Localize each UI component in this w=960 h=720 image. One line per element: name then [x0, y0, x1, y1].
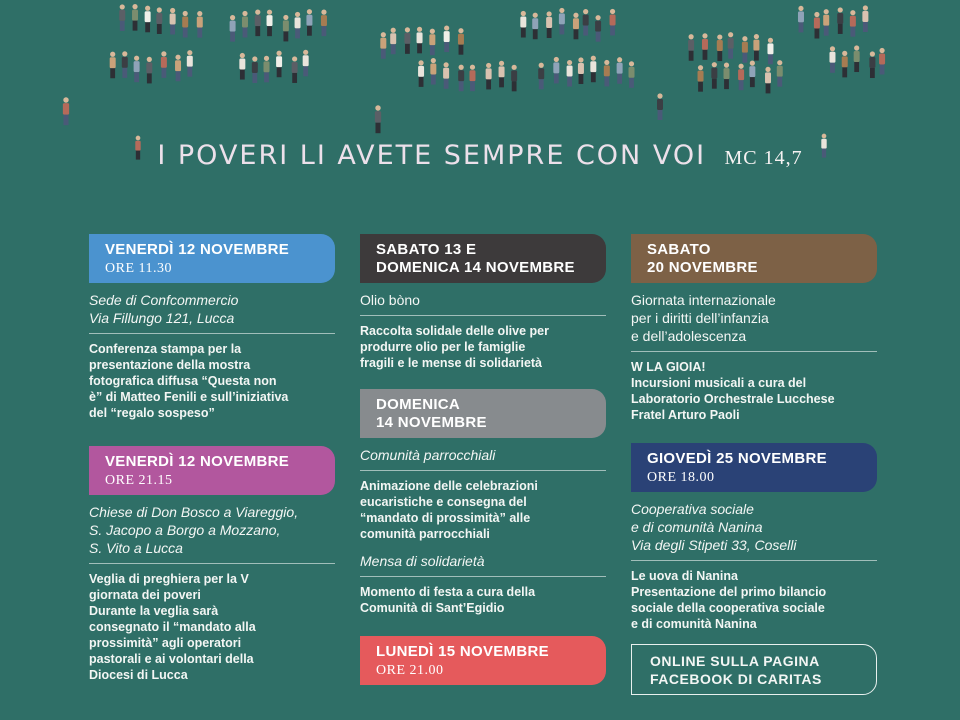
crowd-person	[869, 51, 875, 78]
event-description: Raccolta solidale delle olive per produrre olio per le famiglie fragili e le mense di solidarietà	[360, 324, 549, 370]
crowd-person	[63, 97, 69, 125]
crowd-person	[578, 57, 584, 84]
event-place: Comunità parrocchiali	[360, 438, 606, 471]
event-place: Chiese di Don Bosco a Viareggio, S. Jacopo a Borgo a Mozzano, S. Vito a Lucca	[89, 495, 335, 564]
event-place: Olio bòno	[360, 283, 606, 316]
column-2	[360, 234, 606, 685]
event-date: GIOVEDÌ 25 NOVEMBRE	[647, 450, 827, 467]
crowd-person	[657, 93, 663, 120]
crowd-person	[590, 56, 596, 83]
crowd-person	[110, 52, 116, 79]
event-description: Le uova di Nanina Presentazione del primo bilancio sociale della cooperativa sociale e di comunità Nanina	[631, 569, 827, 631]
crowd-person	[230, 15, 236, 42]
crowd-person	[306, 9, 312, 36]
crowd-person	[728, 32, 734, 59]
crowd-person	[458, 28, 464, 55]
event-date: SABATO 13 E DOMENICA 14 NOVEMBRE	[376, 241, 575, 276]
crowd-person	[119, 4, 125, 31]
crowd-person	[276, 51, 282, 78]
column-3	[631, 234, 877, 695]
crowd-person	[583, 9, 589, 36]
crowd-person	[430, 58, 436, 85]
crowd-person	[444, 25, 450, 52]
crowd-person	[267, 10, 273, 37]
crowd-person	[429, 29, 435, 56]
crowd-person	[252, 56, 258, 83]
event-date: VENERDÌ 12 NOVEMBRE	[105, 453, 290, 470]
crowd-person	[255, 10, 261, 37]
event-date-banner	[89, 446, 335, 495]
crowd-person	[814, 12, 820, 39]
subtitle	[0, 140, 960, 171]
crowd-person	[197, 11, 203, 38]
crowd-person	[146, 57, 152, 84]
crowd-person	[499, 61, 505, 88]
crowd-person	[417, 27, 423, 54]
crowd-person	[767, 38, 773, 65]
event-description: Veglia di preghiera per la V giornata dei poveri Durante la veglia sarà consegnato il “mandato alla prossimità” agli operatori pastorali e ai volontari della Diocesi di Lucca	[89, 572, 256, 682]
crowd-person	[303, 50, 309, 77]
crowd-person	[553, 57, 559, 84]
crowd-person	[559, 8, 565, 35]
event-description-secondary: Momento di festa a cura della Comunità di Sant’Egidio	[360, 585, 536, 615]
crowd-person	[242, 11, 248, 38]
crowd-person	[469, 65, 475, 92]
crowd-person	[532, 13, 538, 40]
crowd-person	[698, 65, 704, 92]
event-time: ORE 11.30	[105, 261, 172, 276]
crowd-person	[239, 53, 245, 80]
crowd-person	[134, 56, 140, 83]
crowd-person	[122, 51, 128, 78]
event-place-secondary: Mensa di solidarietà	[360, 542, 606, 577]
event-date: DOMENICA 14 NOVEMBRE	[376, 396, 487, 431]
crowd-person	[823, 9, 829, 36]
event-description: W LA GIOIA! Incursioni musicali a cura del Laboratorio Orchestrale Lucchese Fratel Arturo Paoli	[631, 360, 835, 422]
crowd-person	[187, 50, 193, 77]
crowd-person	[842, 51, 848, 78]
event-date-banner	[89, 234, 335, 283]
bible-reference: MC 14,7	[724, 147, 803, 169]
crowd-person	[546, 11, 552, 38]
crowd-person	[573, 13, 579, 40]
event-date: SABATO 20 NOVEMBRE	[647, 241, 758, 276]
crowd-person	[595, 15, 601, 42]
crowd-person	[798, 6, 804, 33]
event-place: Giornata internazionale per i diritti dell’infanzia e dell’adolescenza	[631, 283, 877, 352]
crowd-person	[132, 4, 138, 31]
crowd-person	[738, 64, 744, 91]
crowd-person	[458, 65, 464, 92]
event-description: Conferenza stampa per la presentazione della mostra fotografica diffusa “Questa non è” di Matteo Fenili e sull’iniziativa del “regalo sospeso”	[89, 342, 289, 420]
subtitle-text: I POVERI LI AVETE SEMPRE CON VOI	[157, 140, 707, 171]
crowd-person	[375, 105, 381, 133]
crowd-person	[380, 32, 386, 59]
event-time: ORE 18.00	[647, 470, 715, 485]
crowd-person	[610, 9, 616, 36]
crowd-person	[854, 45, 860, 72]
crowd-person	[711, 62, 717, 89]
crowd-person	[156, 7, 162, 34]
crowd-person	[850, 10, 856, 37]
crowd-person	[629, 61, 635, 88]
crowd-person	[567, 60, 573, 87]
event-date-banner	[360, 234, 606, 283]
crowd-person	[404, 27, 410, 54]
crowd-person	[688, 34, 694, 61]
crowd-person	[753, 34, 759, 61]
crowd-person	[443, 62, 449, 89]
crowd-person	[837, 7, 843, 34]
crowd-person	[182, 11, 188, 38]
event-description: Animazione delle celebrazioni eucaristiche e consegna del “mandato di prossimità” alle comunità parrocchiali	[360, 479, 538, 541]
event-date: VENERDÌ 12 NOVEMBRE	[105, 241, 290, 258]
crowd-person	[170, 8, 176, 35]
crowd-person	[390, 28, 396, 55]
event-date-banner	[360, 389, 606, 438]
event-date-banner	[360, 636, 606, 685]
crowd-person	[723, 63, 729, 90]
crowd-person	[511, 65, 517, 92]
event-place: Cooperativa sociale e di comunità Nanina Via degli Stipeti 33, Coselli	[631, 492, 877, 561]
crowd-person	[264, 56, 270, 83]
online-facebook-banner: ONLINE SULLA PAGINA FACEBOOK DI CARITAS	[631, 644, 877, 695]
event-date-banner	[631, 443, 877, 492]
crowd-person	[604, 60, 610, 87]
crowd-person	[418, 60, 424, 87]
crowd-person	[283, 15, 289, 42]
crowd-person	[749, 61, 755, 88]
crowd-person	[829, 46, 835, 73]
crowd-person	[175, 55, 181, 82]
crowd-person	[520, 11, 526, 38]
crowd-person	[161, 51, 167, 78]
crowd-person	[295, 12, 301, 39]
event-place: Sede di Confcommercio Via Fillungo 121, Lucca	[89, 283, 335, 334]
event-time: ORE 21.00	[376, 663, 444, 678]
event-date: LUNEDÌ 15 NOVEMBRE	[376, 643, 549, 660]
crowd-illustration	[0, 0, 960, 160]
crowd-person	[617, 57, 623, 84]
crowd-person	[765, 67, 771, 94]
crowd-person	[292, 56, 298, 83]
crowd-person	[486, 63, 492, 90]
event-time: ORE 21.15	[105, 473, 173, 488]
crowd-person	[777, 60, 783, 87]
crowd-person	[321, 10, 327, 37]
crowd-person	[879, 48, 885, 75]
column-1	[89, 234, 335, 683]
event-date-banner	[631, 234, 877, 283]
crowd-person	[717, 34, 723, 61]
crowd-person	[538, 63, 544, 90]
crowd-person	[742, 36, 748, 63]
crowd-person	[702, 33, 708, 60]
crowd-person	[862, 5, 868, 32]
crowd-person	[145, 6, 151, 33]
